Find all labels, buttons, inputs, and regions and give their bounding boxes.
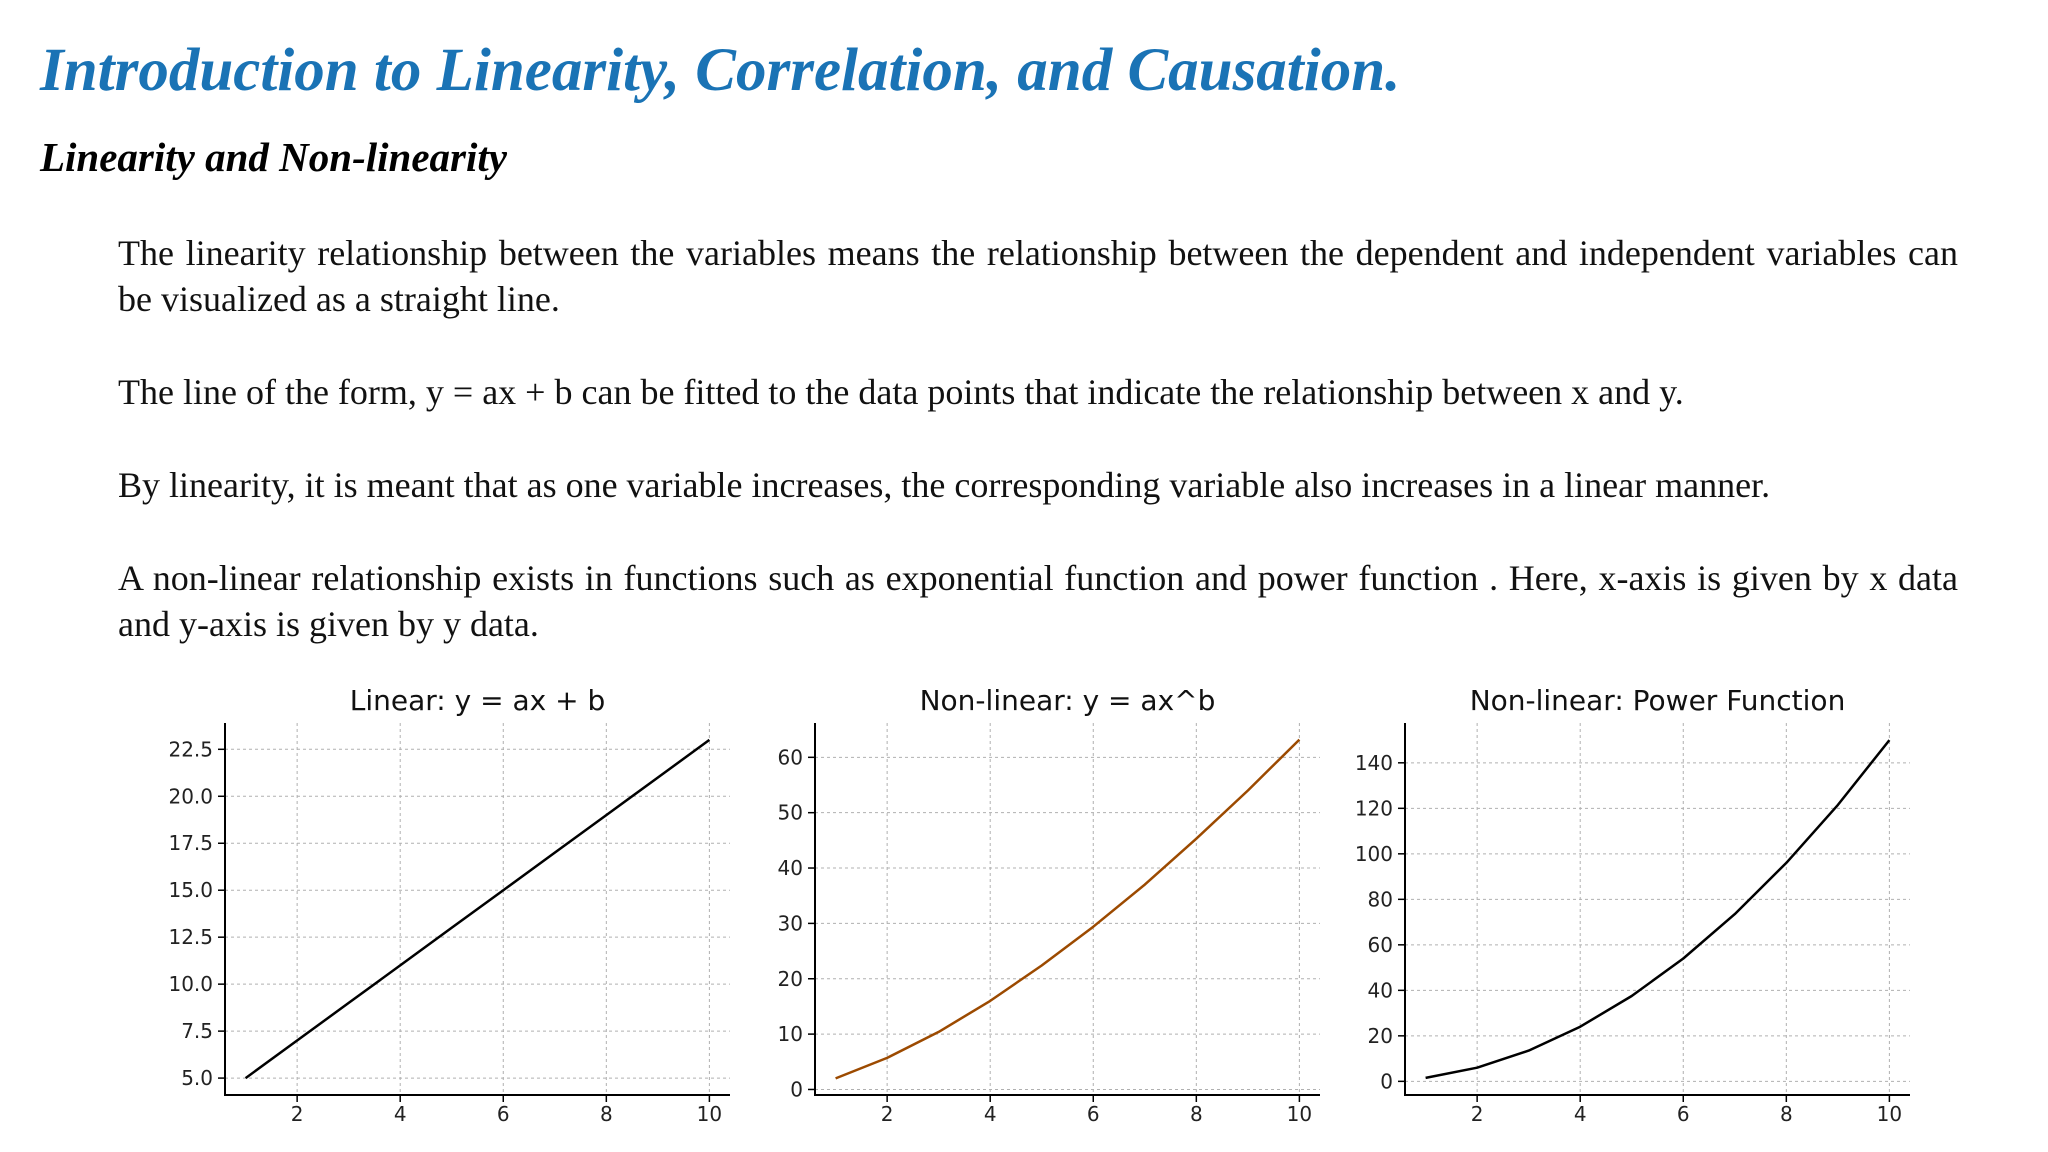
- x-tick-label: 2: [290, 1102, 304, 1126]
- series-line: [246, 740, 710, 1078]
- x-tick-label: 8: [1779, 1102, 1793, 1126]
- axes-spines: [815, 723, 1320, 1095]
- y-tick-label: 60: [777, 745, 803, 770]
- y-tick-label: 30: [777, 911, 803, 936]
- paragraph-linearity-meaning: By linearity, it is meant that as one variable increases, the corresponding variable also increases in a linear manner.: [118, 465, 1771, 505]
- axes-spines: [1405, 723, 1910, 1095]
- chart-non-linear-exponent: [730, 680, 1330, 1130]
- chart-svg: [140, 680, 740, 1130]
- y-tick-label: 0: [1380, 1069, 1393, 1094]
- y-tick-label: 140: [1354, 750, 1393, 775]
- y-tick-label: 20: [1367, 1023, 1393, 1048]
- chart-linear: [140, 680, 740, 1130]
- y-tick-label: 20.0: [168, 784, 213, 809]
- y-tick-label: 12.5: [168, 925, 213, 950]
- y-tick-label: 10: [777, 1022, 803, 1047]
- chart-svg: [1320, 680, 1920, 1130]
- y-tick-label: 17.5: [168, 831, 213, 856]
- y-tick-label: 15.0: [168, 878, 213, 903]
- x-tick-label: 6: [496, 1102, 510, 1126]
- x-tick-label: 4: [983, 1102, 997, 1126]
- y-tick-label: 40: [777, 856, 803, 881]
- chart-title: Linear: y = ax + b: [349, 684, 606, 717]
- paragraph-non-linear: A non-linear relationship exists in functions such as exponential function and power function . Here, x-axis is given by x data and y-axis is given by y data.: [118, 558, 1958, 644]
- x-tick-label: 2: [1470, 1102, 1484, 1126]
- y-tick-label: 50: [777, 800, 803, 825]
- y-tick-label: 100: [1354, 841, 1393, 866]
- paragraph-linearity-definition: The linearity relationship between the variables means the relationship between the dependent and independent variables can be visualized as a straight line.: [118, 233, 1958, 319]
- section-heading: Linearity and Non-linearity: [40, 134, 507, 180]
- x-tick-label: 4: [393, 1102, 407, 1126]
- x-tick-label: 4: [1573, 1102, 1587, 1126]
- y-tick-label: 40: [1367, 978, 1393, 1003]
- x-tick-label: 10: [696, 1102, 723, 1126]
- y-tick-label: 5.0: [181, 1066, 213, 1091]
- chart-title: Non-linear: y = ax^b: [919, 684, 1216, 717]
- x-tick-label: 10: [1286, 1102, 1313, 1126]
- chart-title: Non-linear: Power Function: [1469, 684, 1846, 717]
- page-title: Introduction to Linearity, Correlation, and Causation.: [40, 37, 1401, 104]
- y-tick-label: 120: [1354, 796, 1393, 821]
- chart-non-linear-power: [1320, 680, 1920, 1130]
- y-tick-label: 0: [790, 1077, 803, 1102]
- y-tick-label: 10.0: [168, 972, 213, 997]
- y-tick-label: 80: [1367, 887, 1393, 912]
- y-tick-label: 22.5: [168, 737, 213, 762]
- y-tick-label: 60: [1367, 932, 1393, 957]
- y-tick-label: 20: [777, 966, 803, 991]
- chart-svg: [730, 680, 1330, 1130]
- series-line: [836, 740, 1300, 1079]
- x-tick-label: 6: [1676, 1102, 1690, 1126]
- x-tick-label: 8: [1189, 1102, 1203, 1126]
- x-tick-label: 6: [1086, 1102, 1100, 1126]
- x-tick-label: 10: [1876, 1102, 1903, 1126]
- y-tick-label: 7.5: [181, 1019, 213, 1044]
- paragraph-line-form: The line of the form, y = ax + b can be fitted to the data points that indicate the relationship between x and y.: [118, 372, 1684, 412]
- x-tick-label: 8: [599, 1102, 613, 1126]
- x-tick-label: 2: [880, 1102, 894, 1126]
- series-line: [1426, 740, 1890, 1078]
